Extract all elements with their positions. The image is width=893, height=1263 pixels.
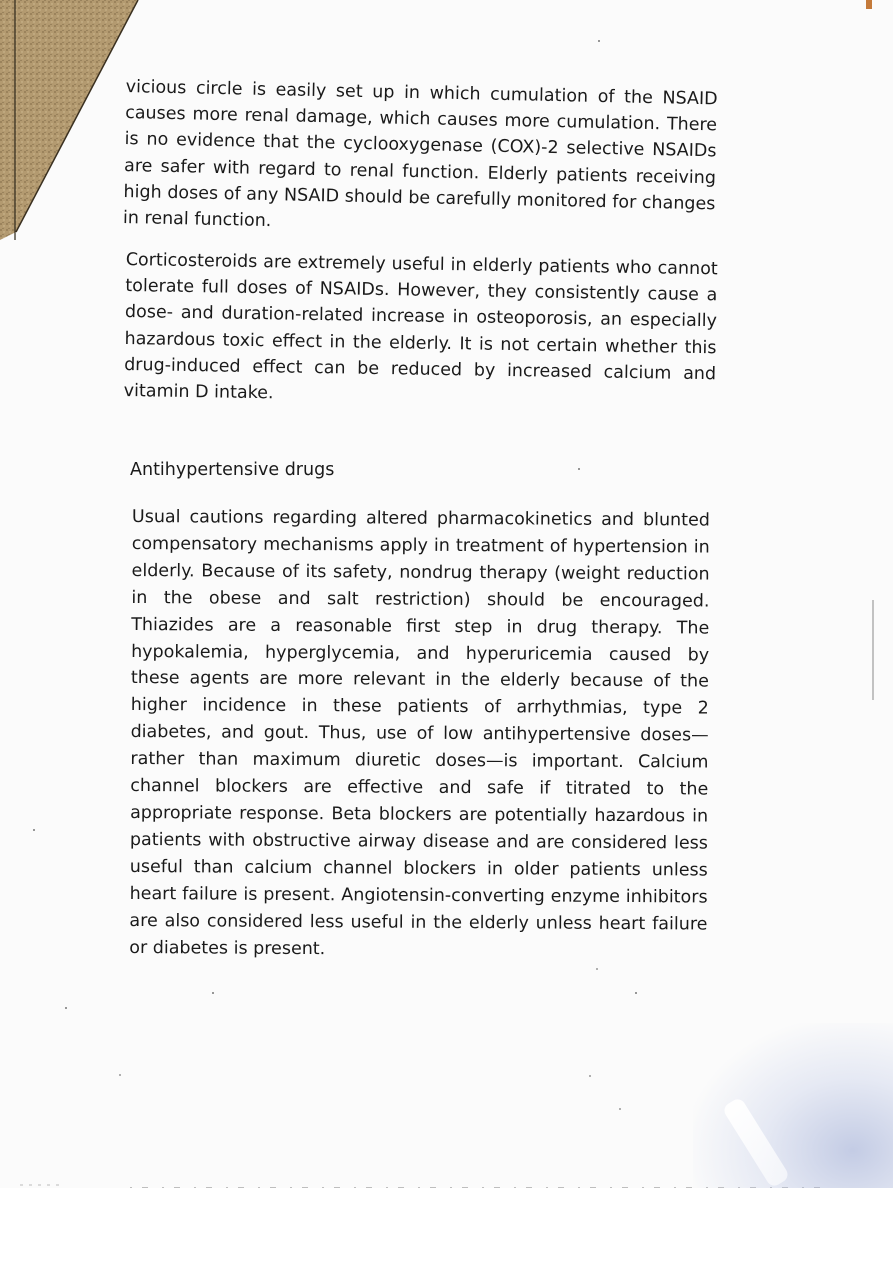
paragraph-renal-nsaid: vicious circle is easily set up in which cumulation of the NSAID causes more renal damage, which causes more cumulation. There is no evidence that the cyclooxygenase (COX)-2 selective NSAIDs are safer with regard to renal function. Elderly patients receiving high doses of any NSAID should be carefully monitored for changes in renal function. [122, 76, 718, 232]
scan-light-shadow [693, 1023, 893, 1193]
paragraph-corticosteroids: Corticosteroids are extremely useful in elderly patients who cannot tolerate full doses of NSAIDs. However, they consistently cause a dose- and duration-related increase in osteoporosis, an especially hazardous toxic effect in the elderly. It is not certain whether this drug-induced effect can be reduced by increased calcium and vitamin D intake. [123, 250, 718, 404]
paragraph-antihypertensive: Usual cautions regarding altered pharmacokinetics and blunted compensatory mechanisms apply in treatment of hypertension in elderly. Because of its safety, nondrug therapy (weight reduction in the obese and salt restriction) should be encouraged. Thiazides are a reasonable first step in drug therapy. The hypokalemia, hyperglycemia, and hyperuricemia caused by these agents are more relevant in the elderly because of the higher incidence in these patients of arrhythmias, type 2 diabetes, and gout. Thus, use of low antihypertensive doses—rather than maximum diuretic doses—is important. Calcium channel blockers are effective and safe if titrated to the appropriate response. Beta blockers are potentially hazardous in patients with obstructive airway disease and are considered less useful than calcium channel blockers in older patients unless heart failure is present. Angiotensin-converting enzyme inhibitors are also considered less useful in the elderly unless heart failure or diabetes is present. [129, 506, 710, 959]
page-bottom-margin [0, 1188, 893, 1263]
section-heading: Antihypertensive drugs [130, 460, 335, 480]
